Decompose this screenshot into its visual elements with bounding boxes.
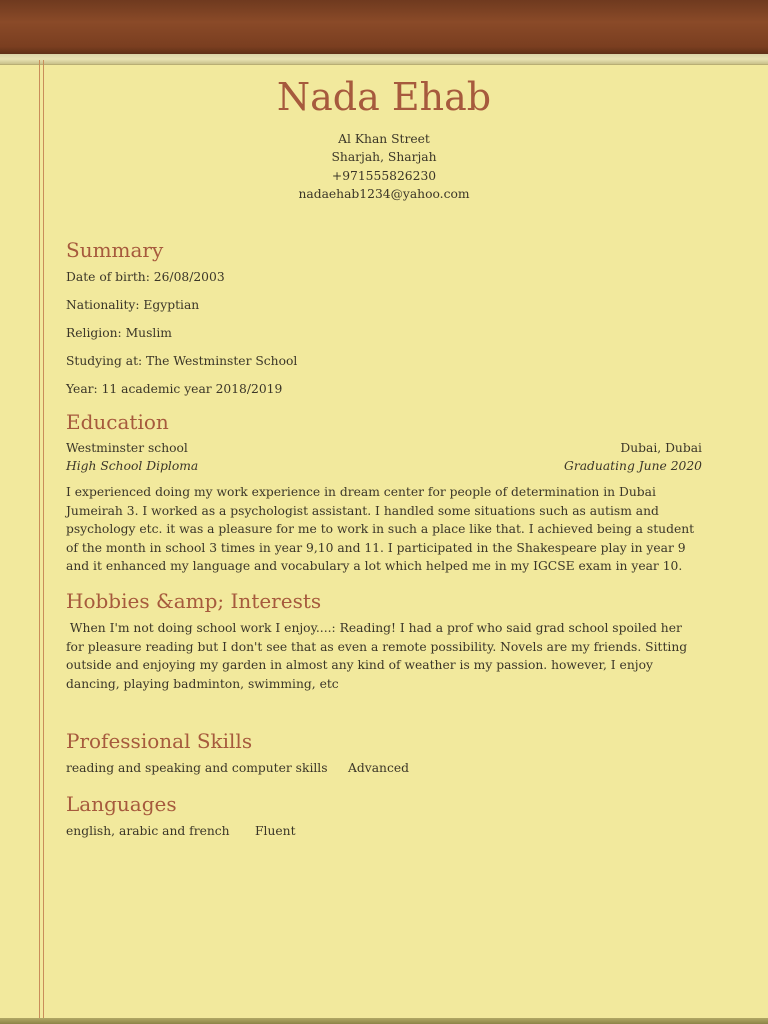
bottom-edge — [0, 1018, 768, 1024]
school-name: Westminster school — [66, 440, 188, 455]
school-location: Dubai, Dubai — [620, 440, 702, 455]
address-street: Al Khan Street — [338, 132, 430, 146]
language-row — [66, 822, 702, 840]
language-name: english, arabic and french — [66, 823, 230, 838]
margin-line — [43, 60, 44, 1020]
email: nadaehab1234@yahoo.com — [298, 187, 470, 202]
languages-heading: Languages — [66, 791, 177, 816]
skill-level: Advanced — [348, 761, 409, 776]
education-heading: Education — [66, 409, 169, 434]
resume-content — [66, 70, 702, 840]
education-description: I experienced doing my work experience in dream center for people of determination in Dubai Jumeirah 3. I worked as a psychologist assistant. I handled some situations such as autism and psychology etc. it was a pleasure for me to work in such a place like that. I achieved being a student of the month in school 3 times in year 9,10 and 11. I participated in the Shakespeare play in year 9 and it enhanced my language and vocabulary a lot which helped me in my IGCSE exam in year 10. — [66, 485, 695, 574]
summary-item: Studying at: The Westminster School — [66, 353, 298, 368]
education-section — [66, 439, 702, 576]
summary-item: Nationality: Egyptian — [66, 297, 200, 312]
margin-line — [39, 60, 40, 1020]
resume-name: Nada Ehab — [276, 75, 492, 119]
degree: High School Diploma — [66, 459, 199, 474]
summary-item: Year: 11 academic year 2018/2019 — [66, 381, 283, 396]
skills-heading: Professional Skills — [66, 729, 253, 754]
phone: +971555826230 — [331, 168, 437, 183]
skill-row — [66, 759, 702, 777]
graduation-date: Graduating June 2020 — [564, 459, 702, 474]
leather-header-band — [0, 0, 768, 55]
summary-item: Religion: Muslim — [66, 325, 172, 340]
hobbies-text: When I'm not doing school work I enjoy....: Reading! I had a prof who said grad school spoiled her for pleasure reading but I don't see that as even a remote possibility. Novels are my friends. Sitting outside and enjoying my garden in almost any kind of weather is my passion. however, I enjoy dancing, playing badminton, swimming, etc — [66, 621, 692, 691]
summary-item: Date of birth: 26/08/2003 — [66, 269, 225, 284]
summary-heading: Summary — [66, 237, 164, 262]
skill-name: reading and speaking and computer skills — [66, 761, 328, 776]
summary-section — [66, 268, 702, 398]
hobbies-heading: Hobbies &amp; Interests — [66, 589, 322, 614]
language-level: Fluent — [255, 823, 296, 838]
address-city: Sharjah, Sharjah — [331, 150, 437, 165]
contact-block — [66, 130, 702, 204]
torn-paper-edge — [0, 54, 768, 65]
